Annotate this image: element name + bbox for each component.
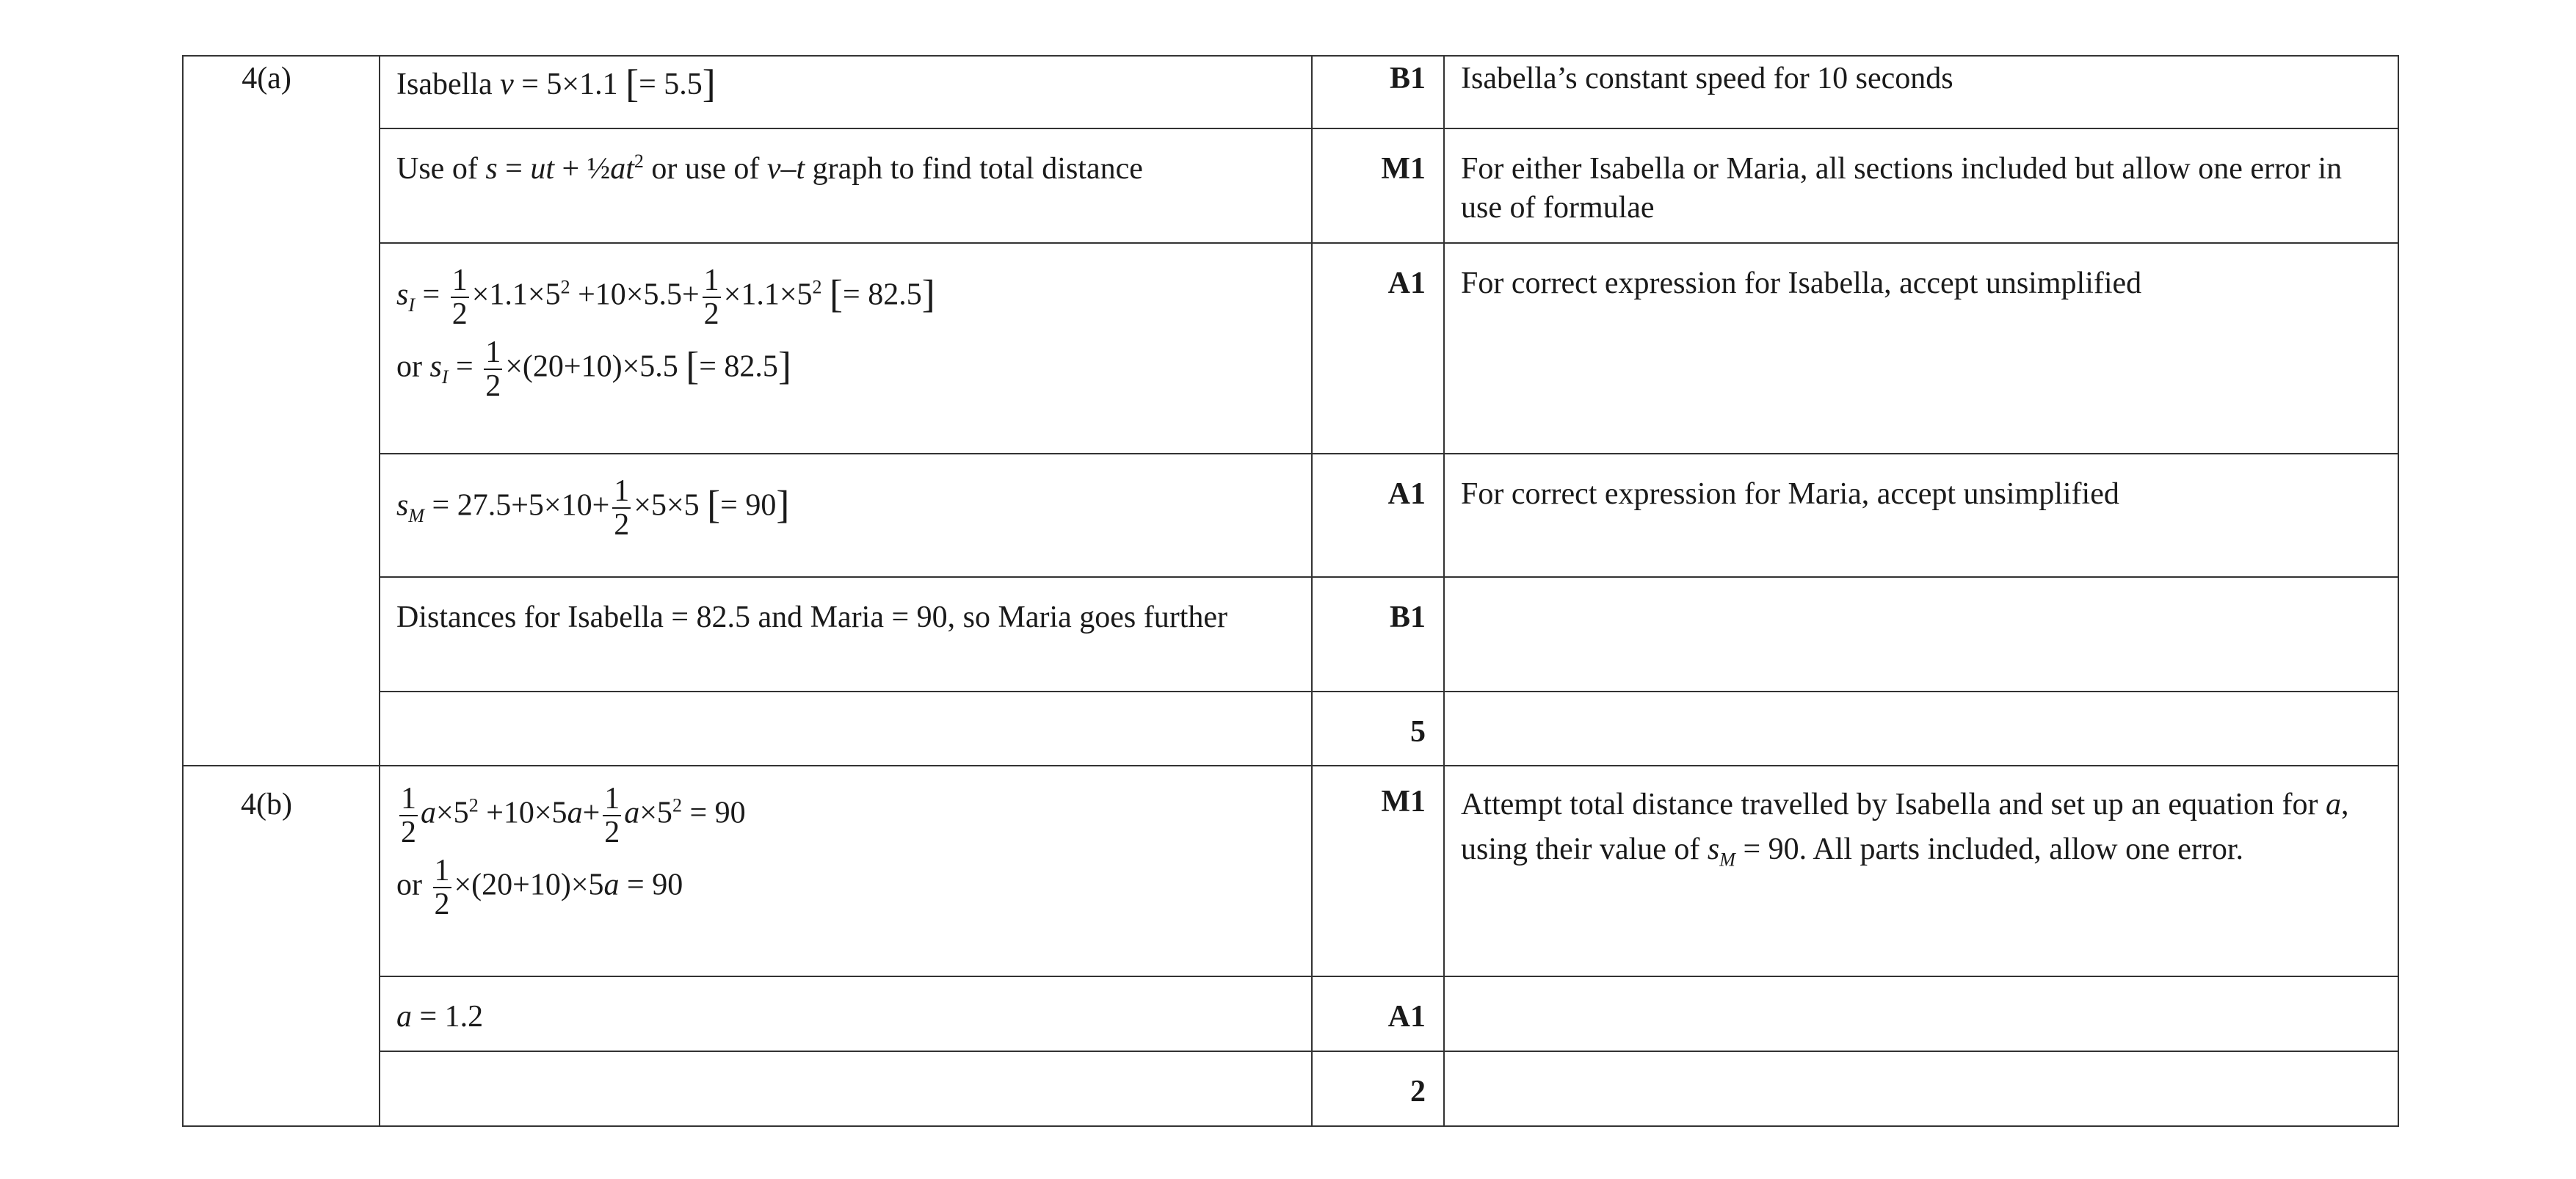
guidance-cell — [1444, 243, 2398, 454]
mark-cell — [1312, 577, 1444, 692]
guidance-text — [1461, 1052, 2381, 1073]
equation-4b-2: or $\frac{1}{2}$ ×(20+10)×5a = 90 — [396, 854, 683, 922]
mark-code: M1 — [1381, 152, 1426, 186]
mark-code: M1 — [1381, 785, 1426, 819]
answer-text: a = 1.2 — [396, 1000, 484, 1034]
mark-code: A1 — [1387, 477, 1426, 511]
equation-isabella-2: or $s_I$ = $\frac{1}{2}$ ×(20+10)×5.5 [= 82.5] — [396, 335, 791, 404]
answer-text: Distances for Isabella = 82.5 and Maria = 90, so Maria goes further — [396, 601, 1228, 634]
mark-cell — [1312, 56, 1444, 128]
equation-isabella-1: $s_I$ = $\frac{1}{2}$ $\times 1.1\times 5^2 +10\times 5.5+$ $\frac{1}{2}$ $\times 1.1\times 5^2$ [= 82.5] — [396, 264, 935, 332]
table-row — [183, 56, 2398, 128]
equation-maria: $s_M = 27.5+5\times 10+$ $\frac{1}{2}$ ×5×5 [= 90] — [396, 474, 790, 543]
mark-cell — [1312, 766, 1444, 976]
mark-code: B1 — [1389, 601, 1426, 634]
total-mark: 5 — [1410, 715, 1426, 749]
mark-cell — [1312, 454, 1444, 577]
table-row — [183, 692, 2398, 766]
answer-text: Isabella v = 5×1.1 [= 5.5] — [396, 62, 716, 106]
guidance-text — [1461, 578, 2381, 598]
answer-text — [396, 692, 1295, 713]
answer-cell — [380, 766, 1312, 976]
guidance-text: For either Isabella or Maria, all sections included but allow one error in use of formulae — [1461, 152, 2343, 225]
guidance-text: For correct expression for Isabella, accept unsimplified — [1461, 266, 2142, 300]
guidance-cell — [1444, 692, 2398, 766]
mark-cell — [1312, 128, 1444, 243]
table-row — [183, 976, 2398, 1051]
total-mark-cell — [1312, 1051, 1444, 1126]
answer-cell — [380, 976, 1312, 1051]
guidance-text: Attempt total distance travelled by Isabella and set up an equation for a, using their value of $s_M = 90$. All parts included, allow one error. — [1461, 788, 2349, 871]
guidance-text: For correct expression for Maria, accept unsimplified — [1461, 477, 2119, 511]
guidance-text — [1461, 692, 2381, 713]
answer-text: Use of s = ut + $\frac{1}{2}at^2$ or use of v–t graph to find total distance — [396, 150, 1143, 186]
answer-cell — [380, 454, 1312, 577]
guidance-cell — [1444, 454, 2398, 577]
question-number-4a: 4(a) — [183, 56, 380, 766]
answer-cell — [380, 128, 1312, 243]
mark-scheme-table — [182, 55, 2399, 1127]
guidance-cell — [1444, 1051, 2398, 1126]
guidance-cell — [1444, 56, 2398, 128]
guidance-text — [1461, 977, 2381, 998]
mark-cell — [1312, 976, 1444, 1051]
mark-code: B1 — [1389, 62, 1426, 95]
answer-cell — [380, 692, 1312, 766]
table-row — [183, 1051, 2398, 1126]
question-number-4b: 4(b) — [183, 766, 380, 1126]
guidance-cell — [1444, 766, 2398, 976]
answer-cell — [380, 243, 1312, 454]
table-row — [183, 766, 2398, 976]
guidance-cell — [1444, 128, 2398, 243]
table-row — [183, 243, 2398, 454]
guidance-cell — [1444, 577, 2398, 692]
answer-cell — [380, 56, 1312, 128]
answer-cell — [380, 1051, 1312, 1126]
guidance-text: Isabella’s constant speed for 10 seconds — [1461, 62, 1953, 95]
mark-code: A1 — [1387, 266, 1426, 300]
table-row — [183, 128, 2398, 243]
table-row — [183, 454, 2398, 577]
mark-code: A1 — [1387, 1000, 1426, 1034]
guidance-cell — [1444, 976, 2398, 1051]
total-mark-cell — [1312, 692, 1444, 766]
mark-cell — [1312, 243, 1444, 454]
table-row — [183, 577, 2398, 692]
answer-cell — [380, 577, 1312, 692]
total-mark: 2 — [1410, 1075, 1426, 1109]
answer-text — [396, 1052, 1295, 1073]
equation-4b-1: $\frac{1}{2}$ $a\times 5^2 +10\times 5a+$ $\frac{1}{2}$ $a\times 5^2 = 90$ — [401, 782, 746, 850]
